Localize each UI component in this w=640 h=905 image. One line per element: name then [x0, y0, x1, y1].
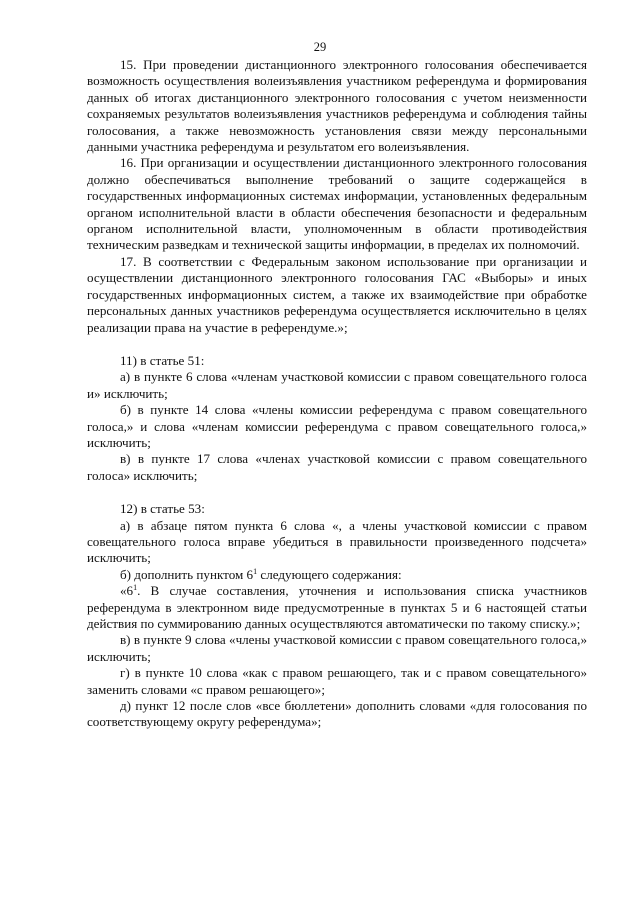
paragraph — [87, 567, 587, 583]
superscript: 1 — [253, 566, 258, 576]
paragraph-text: . В случае составления, уточнения и использования списка участников референдума в электронном виде предусмотренные в пунктах 5 и 6 настоящей статьи действия по суммированию данных осуществляются автоматически по такому списку.»; — [87, 583, 587, 631]
paragraph: 15. При проведении дистанционного электронного голосования обеспечивается возможность осуществления волеизъявления участником референдума и формирования данных об итогах дистанционного электронного голосования с учетом неизменности сохраняемых результатов волеизъявления участников референдума и соблюдения тайны голосования, а также невозможность установления связи между персональными данными участника референдума и результатом его волеизъявления. — [87, 57, 587, 155]
paragraph-gap — [87, 484, 587, 501]
superscript: 1 — [133, 583, 138, 593]
paragraph: в) в пункте 17 слова «членах участковой комиссии с правом совещательного голоса» исключить; — [87, 451, 587, 483]
paragraph-text: следующего содержания: — [257, 566, 402, 582]
paragraph: г) в пункте 10 слова «как с правом решающего, так и с правом совещательного» заменить словами «с правом решающего»; — [87, 665, 587, 697]
document-body — [87, 57, 587, 731]
paragraph: 11) в статье 51: — [120, 352, 205, 368]
paragraph: д) пункт 12 после слов «все бюллетени» дополнить словами «для голосования по соответствующему округу референдума»; — [87, 698, 587, 730]
paragraph: а) в пункте 6 слова «членам участковой комиссии с правом совещательного голоса и» исключить; — [87, 369, 587, 401]
paragraph — [87, 583, 587, 632]
paragraph: 12) в статье 53: — [120, 501, 205, 517]
paragraph: а) в абзаце пятом пункта 6 слова «, а члены участковой комиссии с правом совещательного голоса вправе убедиться в правильности произведенного подсчета» исключить; — [87, 517, 587, 566]
paragraph: б) в пункте 14 слова «члены комиссии референдума с правом совещательного голоса,» и слова «членам комиссии референдума с правом совещательного голоса,» исключить; — [87, 402, 587, 450]
paragraph-gap — [87, 336, 587, 353]
paragraph-text: «6 — [120, 583, 134, 599]
paragraph-text: б) дополнить пунктом 6 — [120, 566, 254, 582]
paragraph: в) в пункте 9 слова «члены участковой комиссии с правом совещательного голоса,» исключить; — [87, 632, 587, 664]
paragraph: 16. При организации и осуществлении дистанционного электронного голосования должно обеспечиваться выполнение требований о защите содержащейся в государственных информационных системах информации, установленных федеральным органом исполнительной власти в области обеспечения безопасности и федеральным органом исполнительной власти, уполномоченным в области противодействия техническим разведкам и технической защиты информации, в пределах их полномочий. — [87, 155, 587, 253]
page-number: 29 — [313, 40, 327, 54]
paragraph: 17. В соответствии с Федеральным законом использование при организации и осуществлении дистанционного электронного голосования ГАС «Выборы» и иных государственных информационных систем, а также их взаимодействие при обработке персональных данных участников референдума осуществляется исключительно в целях реализации права на участие в референдуме.»; — [87, 253, 587, 335]
